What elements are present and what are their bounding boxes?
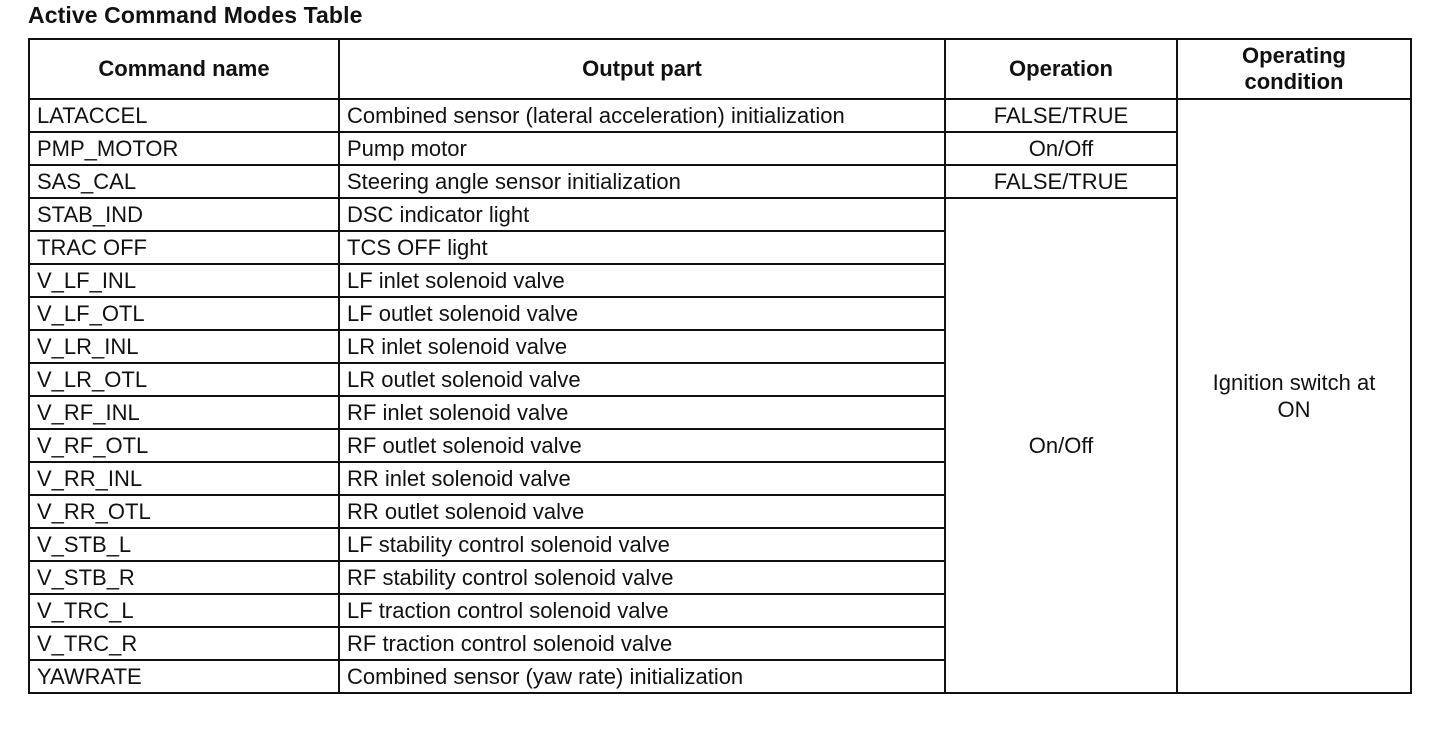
output-part-cell: RF inlet solenoid valve <box>339 396 945 429</box>
output-part-cell: DSC indicator light <box>339 198 945 231</box>
command-name-cell: V_TRC_L <box>29 594 339 627</box>
output-part-cell: Combined sensor (lateral acceleration) initialization <box>339 99 945 132</box>
output-part-cell: LR outlet solenoid valve <box>339 363 945 396</box>
operation-cell: On/Off <box>945 132 1177 165</box>
command-name-cell: V_TRC_R <box>29 627 339 660</box>
command-name-cell: V_RR_INL <box>29 462 339 495</box>
header-command-name: Command name <box>29 39 339 99</box>
table-row <box>29 99 1411 132</box>
output-part-cell: TCS OFF light <box>339 231 945 264</box>
table-title: Active Command Modes Table <box>28 2 363 28</box>
command-name-cell: V_LR_OTL <box>29 363 339 396</box>
command-name-cell: V_LR_INL <box>29 330 339 363</box>
output-part-cell: RF stability control solenoid valve <box>339 561 945 594</box>
command-name-cell: V_RR_OTL <box>29 495 339 528</box>
operation-cell: FALSE/TRUE <box>945 99 1177 132</box>
output-part-cell: LF traction control solenoid valve <box>339 594 945 627</box>
output-part-cell: LR inlet solenoid valve <box>339 330 945 363</box>
command-name-cell: V_LF_INL <box>29 264 339 297</box>
output-part-cell: Steering angle sensor initialization <box>339 165 945 198</box>
command-name-cell: V_RF_OTL <box>29 429 339 462</box>
header-operation: Operation <box>945 39 1177 99</box>
output-part-cell: LF inlet solenoid valve <box>339 264 945 297</box>
command-name-cell: TRAC OFF <box>29 231 339 264</box>
output-part-cell: Pump motor <box>339 132 945 165</box>
output-part-cell: RF outlet solenoid valve <box>339 429 945 462</box>
operation-cell: FALSE/TRUE <box>945 165 1177 198</box>
command-name-cell: STAB_IND <box>29 198 339 231</box>
command-name-cell: SAS_CAL <box>29 165 339 198</box>
command-name-cell: V_LF_OTL <box>29 297 339 330</box>
output-part-cell: RR outlet solenoid valve <box>339 495 945 528</box>
output-part-cell: RR inlet solenoid valve <box>339 462 945 495</box>
output-part-cell: RF traction control solenoid valve <box>339 627 945 660</box>
command-name-cell: PMP_MOTOR <box>29 132 339 165</box>
header-operating-condition: Operating condition <box>1177 39 1411 99</box>
command-name-cell: V_STB_R <box>29 561 339 594</box>
output-part-cell: LF outlet solenoid valve <box>339 297 945 330</box>
command-name-cell: V_STB_L <box>29 528 339 561</box>
output-part-cell: LF stability control solenoid valve <box>339 528 945 561</box>
command-name-cell: YAWRATE <box>29 660 339 693</box>
table-header-row <box>29 39 1411 99</box>
merged-operation-cell: On/Off <box>945 198 1177 693</box>
command-name-cell: LATACCEL <box>29 99 339 132</box>
output-part-cell: Combined sensor (yaw rate) initialization <box>339 660 945 693</box>
operating-condition-cell: Ignition switch at ON <box>1177 99 1411 693</box>
active-command-modes-table <box>28 38 1412 694</box>
header-output-part: Output part <box>339 39 945 99</box>
command-name-cell: V_RF_INL <box>29 396 339 429</box>
